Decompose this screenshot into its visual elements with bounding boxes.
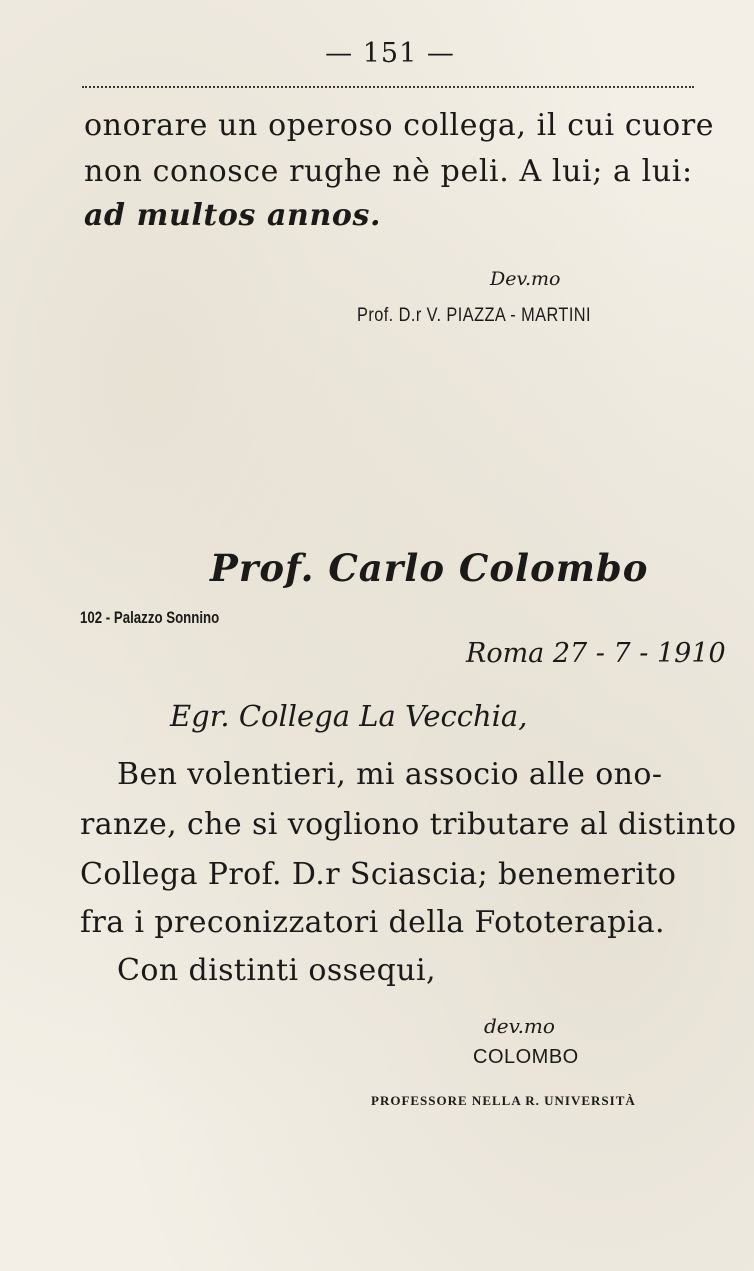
header-dotted-rule (82, 86, 694, 88)
letter-body-line: fra i preconizzatori della Fototerapia. (80, 905, 665, 940)
letter-body-line: Con distinti ossequi, (117, 953, 436, 988)
letter-body-line: Ben volentieri, mi associo alle ono- (117, 757, 663, 792)
letter-signature: COLOMBO (473, 1046, 579, 1068)
previous-letter-line: onorare un operoso collega, il cui cuore (84, 108, 715, 143)
letter-salutation: Egr. Collega La Vecchia, (170, 699, 528, 733)
letter-closing: dev.mo (484, 1014, 555, 1038)
letter-date: Roma 27 - 7 - 1910 (466, 638, 726, 669)
letterhead-name: Prof. Carlo Colombo (210, 546, 649, 590)
previous-letter-closing: Dev.mo (490, 268, 561, 290)
page-number: — 151 — (325, 38, 455, 69)
previous-letter-line: ad multos annos. (84, 198, 382, 233)
previous-letter-line: non conosce rughe nè peli. A lui; a lui: (84, 154, 693, 189)
letter-body-line: ranze, che si vogliono tributare al distinto (80, 807, 737, 842)
letterhead-address: 102 - Palazzo Sonnino (80, 608, 220, 627)
letter-body-line: Collega Prof. D.r Sciascia; benemerito (80, 857, 677, 892)
letter-signature-title: PROFESSORE NELLA R. UNIVERSITÀ (371, 1093, 636, 1108)
previous-letter-signature: Prof. D.r V. PIAZZA - MARTINI (357, 305, 592, 326)
